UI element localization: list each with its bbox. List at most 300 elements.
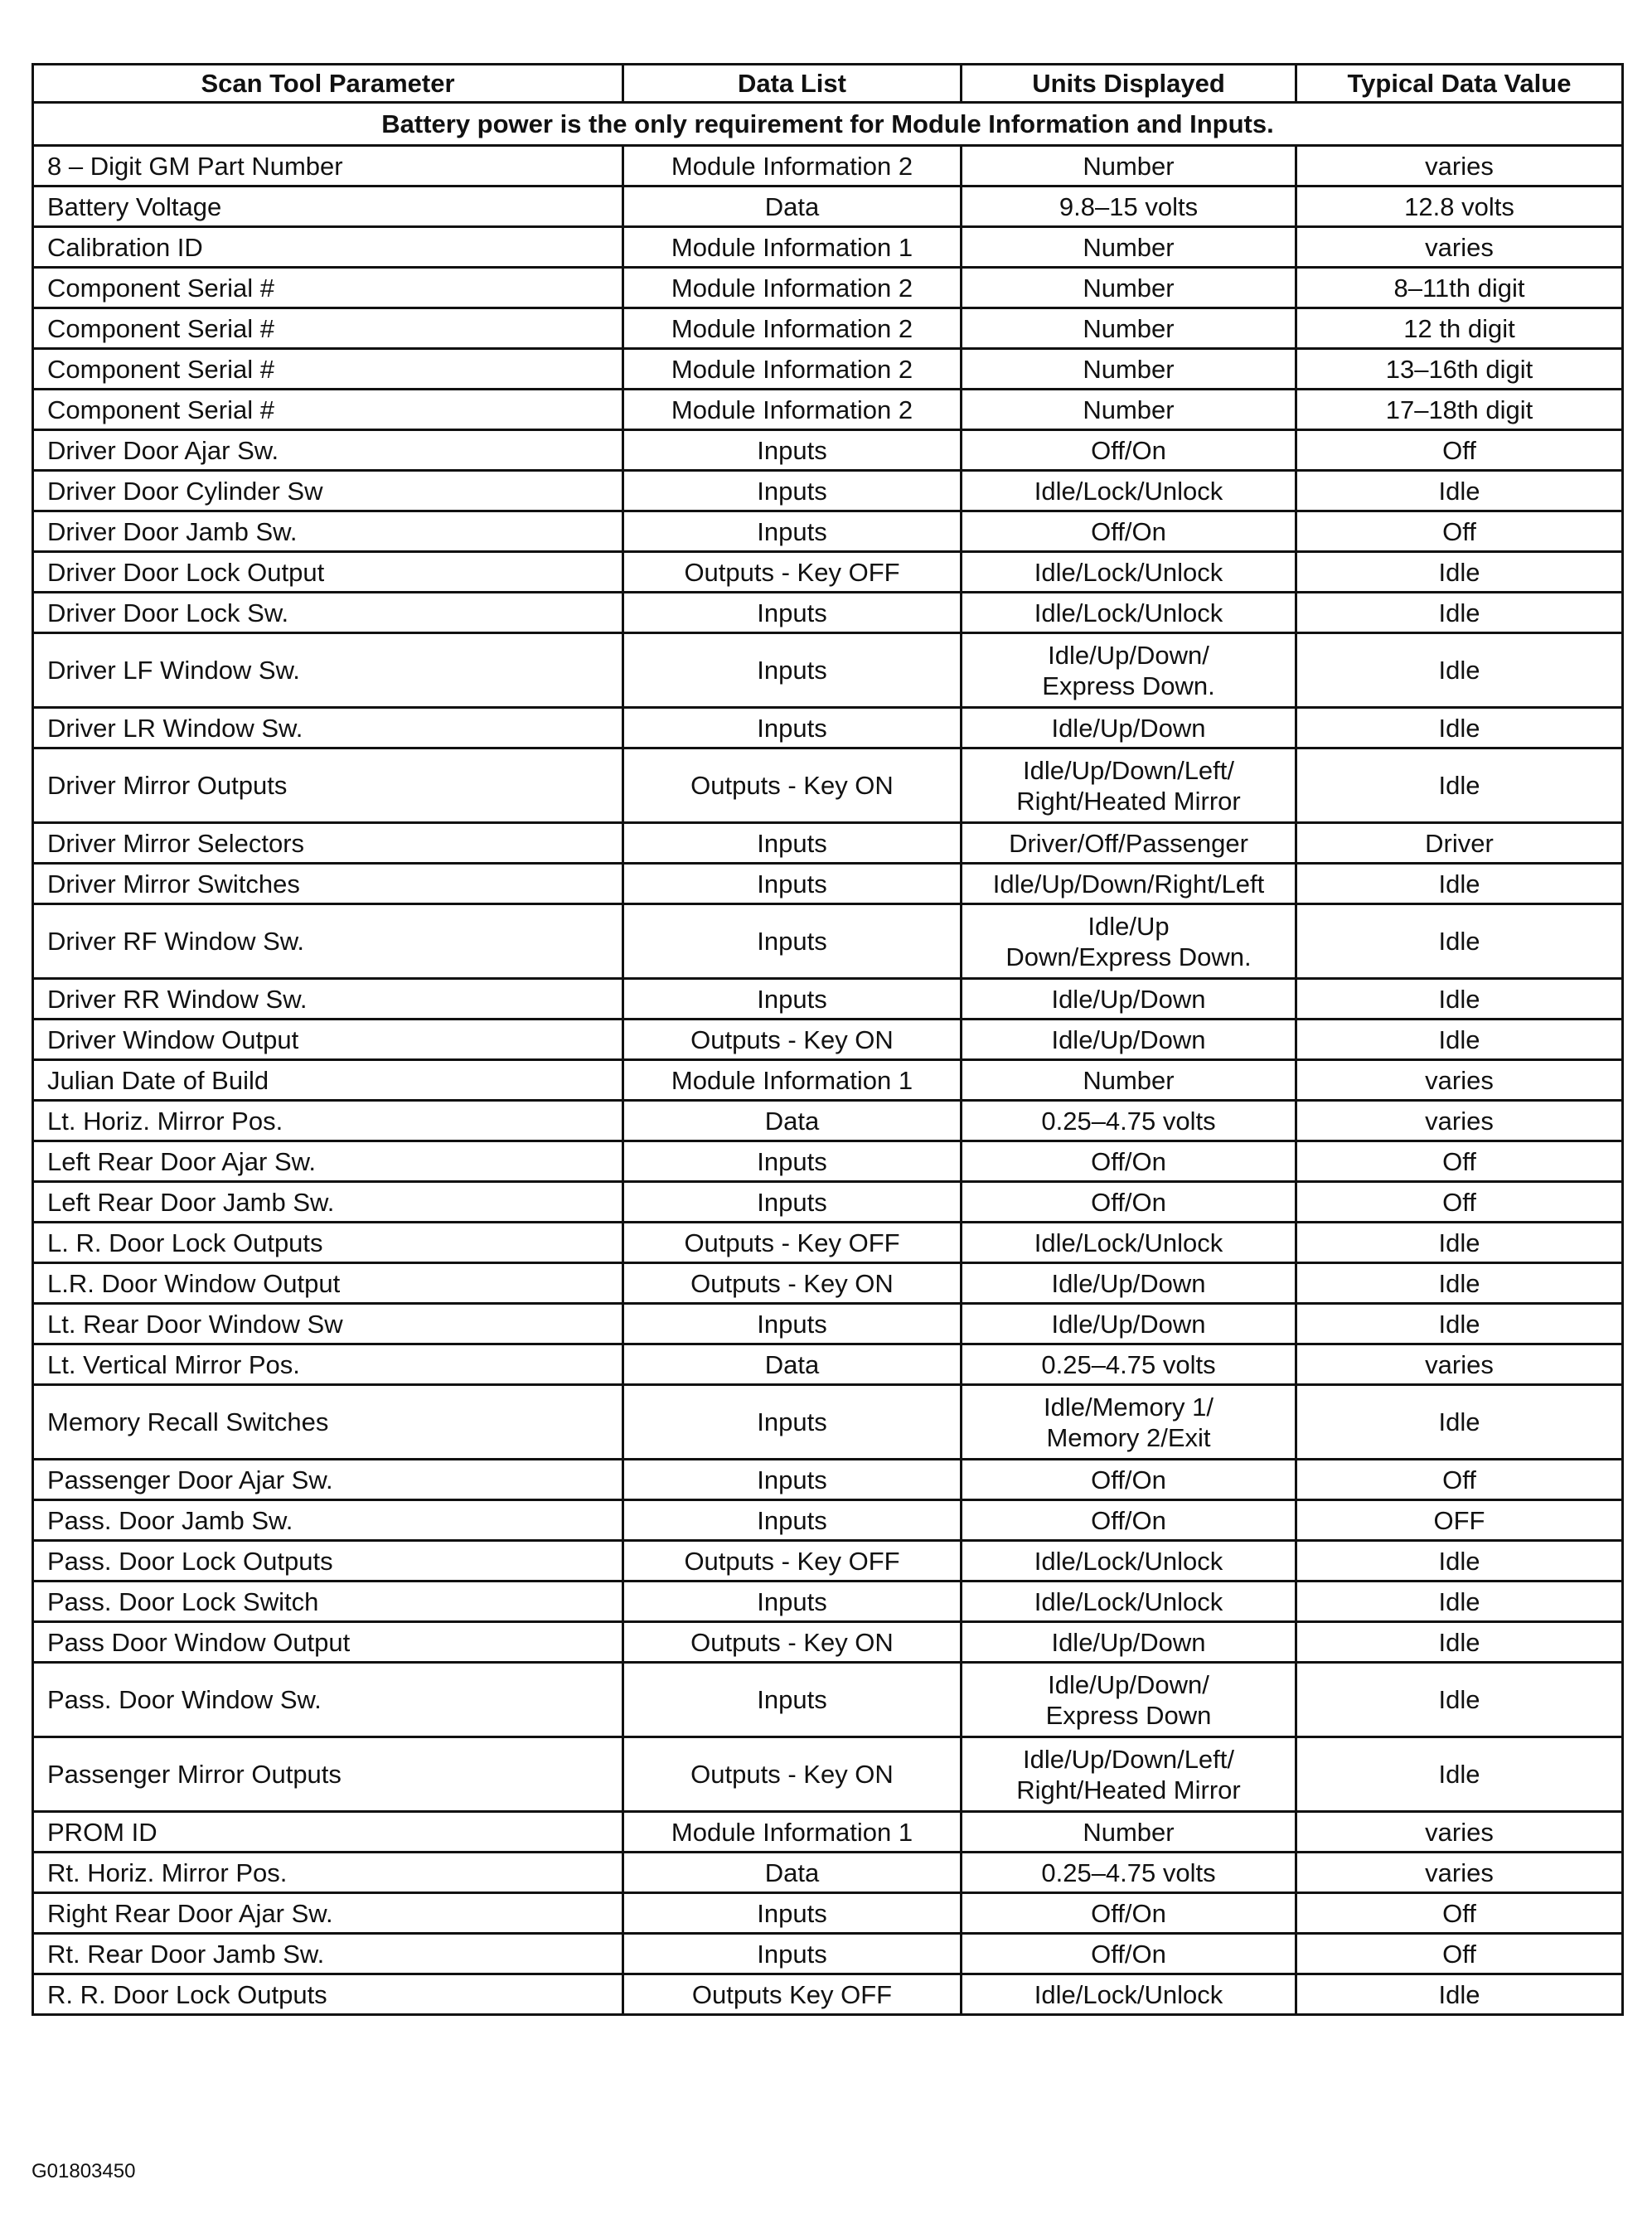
cell-data-list [623, 904, 962, 979]
cell-scan-tool-parameter [33, 904, 623, 979]
banner-note: Battery power is the only requirement for Module Information and Inputs. [33, 103, 1623, 146]
cell-units-displayed [962, 1974, 1296, 2015]
cell-units-displayed-text: Idle/Up/Down [1051, 1627, 1206, 1657]
cell-data-list-text: Inputs [757, 476, 827, 506]
cell-data-list [623, 511, 962, 552]
cell-typical-data-value [1296, 268, 1623, 308]
cell-scan-tool-parameter-text: Driver LF Window Sw. [47, 656, 300, 685]
cell-data-list [623, 1582, 962, 1622]
banner-row [33, 103, 1623, 146]
table-row [33, 1460, 1623, 1500]
table-row [33, 1737, 1623, 1812]
cell-data-list [623, 1223, 962, 1263]
cell-scan-tool-parameter-text: Component Serial # [47, 273, 274, 303]
cell-typical-data-value-text: Idle [1438, 869, 1480, 899]
cell-units-displayed [962, 904, 1296, 979]
cell-units-displayed-text: Idle/Lock/Unlock [1034, 1546, 1223, 1576]
cell-data-list-text: Data [764, 191, 820, 221]
cell-units-displayed-text: Off/On [1091, 1465, 1166, 1494]
cell-units-displayed-text: Idle/Lock/Unlock [1034, 557, 1223, 587]
cell-typical-data-value [1296, 430, 1623, 471]
cell-data-list-text: Outputs - Key ON [690, 1268, 894, 1298]
cell-units-displayed [962, 1101, 1296, 1141]
cell-units-displayed-text: Idle/Up/Down/Left/ Right/Heated Mirror [1016, 1744, 1241, 1804]
cell-units-displayed-text: Off/On [1091, 1939, 1166, 1969]
cell-scan-tool-parameter [33, 1020, 623, 1060]
cell-units-displayed [962, 1812, 1296, 1853]
cell-typical-data-value-text: Idle [1438, 1760, 1480, 1789]
cell-typical-data-value-text: 12.8 volts [1404, 191, 1514, 221]
scan-tool-data-table [31, 63, 1624, 2016]
cell-units-displayed [962, 1344, 1296, 1385]
cell-scan-tool-parameter-text: Pass Door Window Output [47, 1627, 351, 1657]
cell-typical-data-value [1296, 708, 1623, 748]
cell-data-list [623, 1622, 962, 1663]
cell-units-displayed-text: Idle/Up/Down/Left/ Right/Heated Mirror [1016, 755, 1241, 816]
table-row [33, 1263, 1623, 1304]
cell-scan-tool-parameter-text: Julian Date of Build [47, 1065, 269, 1095]
cell-data-list-text: Module Information 2 [671, 313, 913, 343]
cell-scan-tool-parameter [33, 1974, 623, 2015]
cell-typical-data-value [1296, 1737, 1623, 1812]
cell-typical-data-value [1296, 390, 1623, 430]
cell-typical-data-value-text: Idle [1438, 771, 1480, 800]
cell-units-displayed-text: Number [1083, 1817, 1175, 1847]
cell-scan-tool-parameter [33, 349, 623, 390]
cell-typical-data-value [1296, 1893, 1623, 1934]
cell-units-displayed-text: Number [1083, 354, 1175, 384]
cell-units-displayed [962, 979, 1296, 1020]
cell-units-displayed-text: 0.25–4.75 volts [1041, 1106, 1216, 1136]
cell-data-list-text: Outputs - Key ON [690, 1024, 894, 1054]
cell-units-displayed [962, 1020, 1296, 1060]
cell-scan-tool-parameter-text: Pass. Door Jamb Sw. [47, 1505, 293, 1535]
cell-typical-data-value [1296, 1500, 1623, 1541]
cell-data-list [623, 552, 962, 593]
cell-units-displayed [962, 1460, 1296, 1500]
cell-units-displayed [962, 708, 1296, 748]
table-row [33, 227, 1623, 268]
cell-data-list-text: Outputs Key OFF [691, 1979, 893, 2009]
cell-typical-data-value-text: Idle [1438, 1586, 1480, 1616]
cell-typical-data-value [1296, 593, 1623, 633]
cell-units-displayed-text: Number [1083, 313, 1175, 343]
cell-data-list-text: Inputs [757, 435, 827, 465]
cell-typical-data-value-text: varies [1425, 151, 1494, 181]
cell-scan-tool-parameter [33, 1812, 623, 1853]
cell-scan-tool-parameter-text: Driver Mirror Switches [47, 869, 300, 899]
table-row [33, 864, 1623, 904]
figure-id: G01803450 [31, 2160, 136, 2182]
cell-data-list [623, 1737, 962, 1812]
cell-scan-tool-parameter-text: Driver Door Lock Sw. [47, 598, 289, 627]
cell-typical-data-value [1296, 633, 1623, 708]
cell-typical-data-value [1296, 1853, 1623, 1893]
cell-units-displayed [962, 349, 1296, 390]
cell-data-list [623, 823, 962, 864]
cell-typical-data-value-text: Idle [1438, 1228, 1480, 1257]
cell-data-list-text: Inputs [757, 713, 827, 743]
cell-typical-data-value-text: Idle [1438, 476, 1480, 506]
cell-typical-data-value [1296, 1812, 1623, 1853]
cell-typical-data-value-text: 13–16th digit [1385, 354, 1533, 384]
cell-typical-data-value-text: Idle [1438, 713, 1480, 743]
cell-scan-tool-parameter-text: Pass. Door Lock Outputs [47, 1546, 333, 1576]
cell-typical-data-value-text: Idle [1438, 598, 1480, 627]
cell-data-list-text: Inputs [757, 1685, 827, 1714]
cell-scan-tool-parameter-text: Component Serial # [47, 395, 274, 424]
cell-units-displayed-text: Idle/Up/Down/ Express Down. [1042, 640, 1215, 700]
cell-data-list [623, 593, 962, 633]
cell-scan-tool-parameter-text: Lt. Horiz. Mirror Pos. [47, 1106, 283, 1136]
table-row [33, 1344, 1623, 1385]
cell-typical-data-value [1296, 308, 1623, 349]
cell-typical-data-value-text: Idle [1438, 1546, 1480, 1576]
table-row [33, 1304, 1623, 1344]
cell-units-displayed-text: Off/On [1091, 1146, 1166, 1176]
cell-scan-tool-parameter-text: Driver LR Window Sw. [47, 713, 303, 743]
cell-units-displayed-text: Idle/Up/Down [1051, 1268, 1206, 1298]
cell-units-displayed-text: Number [1083, 232, 1175, 262]
cell-units-displayed [962, 268, 1296, 308]
cell-typical-data-value [1296, 1541, 1623, 1582]
cell-units-displayed [962, 146, 1296, 186]
cell-scan-tool-parameter-text: Driver RF Window Sw. [47, 927, 305, 956]
table-row [33, 1622, 1623, 1663]
cell-scan-tool-parameter [33, 1304, 623, 1344]
cell-units-displayed-text: Off/On [1091, 1505, 1166, 1535]
table-row [33, 1663, 1623, 1737]
cell-units-displayed-text: Idle/Up/Down [1051, 1024, 1206, 1054]
cell-typical-data-value [1296, 1020, 1623, 1060]
cell-typical-data-value [1296, 1060, 1623, 1101]
cell-data-list-text: Inputs [757, 1465, 827, 1494]
cell-typical-data-value [1296, 146, 1623, 186]
cell-typical-data-value [1296, 864, 1623, 904]
table-row [33, 1182, 1623, 1223]
cell-units-displayed-text: Idle/Up/Down [1051, 1309, 1206, 1339]
cell-scan-tool-parameter-text: Rt. Rear Door Jamb Sw. [47, 1939, 325, 1969]
cell-typical-data-value [1296, 1101, 1623, 1141]
cell-units-displayed-text: Number [1083, 1065, 1175, 1095]
table-row [33, 1812, 1623, 1853]
cell-data-list-text: Inputs [757, 1939, 827, 1969]
table-row [33, 390, 1623, 430]
cell-units-displayed-text: 9.8–15 volts [1059, 191, 1199, 221]
cell-typical-data-value-text: Off [1442, 1465, 1476, 1494]
table-row [33, 1934, 1623, 1974]
cell-scan-tool-parameter-text: Pass. Door Lock Switch [47, 1586, 319, 1616]
cell-units-displayed-text: Idle/Lock/Unlock [1034, 598, 1223, 627]
table-row [33, 1020, 1623, 1060]
table-row [33, 1060, 1623, 1101]
cell-typical-data-value-text: Off [1442, 516, 1476, 546]
cell-data-list [623, 390, 962, 430]
cell-data-list-text: Inputs [757, 656, 827, 685]
cell-typical-data-value-text: Idle [1438, 656, 1480, 685]
cell-typical-data-value [1296, 1223, 1623, 1263]
cell-units-displayed-text: Idle/Up/Down/Right/Left [992, 869, 1265, 899]
cell-scan-tool-parameter [33, 1582, 623, 1622]
cell-scan-tool-parameter-text: Pass. Door Window Sw. [47, 1685, 322, 1714]
cell-units-displayed [962, 511, 1296, 552]
cell-units-displayed-text: Off/On [1091, 1187, 1166, 1217]
cell-scan-tool-parameter-text: R. R. Door Lock Outputs [47, 1979, 327, 2009]
cell-data-list [623, 146, 962, 186]
cell-typical-data-value-text: Idle [1438, 1268, 1480, 1298]
cell-typical-data-value-text: varies [1425, 232, 1494, 262]
cell-data-list-text: Module Information 1 [671, 1065, 913, 1095]
cell-units-displayed [962, 1622, 1296, 1663]
cell-units-displayed-text: Idle/Up/Down [1051, 984, 1206, 1014]
cell-units-displayed-text: 0.25–4.75 volts [1041, 1349, 1216, 1379]
cell-data-list-text: Outputs - Key OFF [684, 557, 900, 587]
cell-typical-data-value-text: varies [1425, 1817, 1494, 1847]
cell-units-displayed [962, 1853, 1296, 1893]
cell-scan-tool-parameter [33, 268, 623, 308]
cell-data-list [623, 1663, 962, 1737]
table-row [33, 552, 1623, 593]
cell-scan-tool-parameter-text: Driver Door Cylinder Sw [47, 476, 323, 506]
cell-scan-tool-parameter [33, 1182, 623, 1223]
cell-scan-tool-parameter-text: Lt. Vertical Mirror Pos. [47, 1349, 300, 1379]
cell-data-list [623, 1385, 962, 1460]
cell-typical-data-value [1296, 1141, 1623, 1182]
cell-units-displayed [962, 186, 1296, 227]
cell-units-displayed [962, 390, 1296, 430]
cell-data-list [623, 1500, 962, 1541]
table-row [33, 633, 1623, 708]
cell-typical-data-value [1296, 1934, 1623, 1974]
cell-units-displayed [962, 1385, 1296, 1460]
cell-data-list-text: Outputs - Key ON [690, 771, 894, 800]
cell-units-displayed [962, 1223, 1296, 1263]
cell-typical-data-value-text: Off [1442, 1187, 1476, 1217]
cell-data-list [623, 1263, 962, 1304]
cell-typical-data-value-text: 8–11th digit [1393, 273, 1525, 303]
cell-data-list-text: Module Information 1 [671, 1817, 913, 1847]
cell-units-displayed [962, 748, 1296, 823]
cell-scan-tool-parameter-text: PROM ID [47, 1817, 157, 1847]
cell-typical-data-value [1296, 1385, 1623, 1460]
cell-typical-data-value-text: varies [1425, 1858, 1494, 1887]
cell-scan-tool-parameter-text: Driver RR Window Sw. [47, 984, 308, 1014]
cell-scan-tool-parameter [33, 471, 623, 511]
cell-scan-tool-parameter [33, 390, 623, 430]
cell-data-list-text: Module Information 1 [671, 232, 913, 262]
cell-data-list-text: Inputs [757, 1505, 827, 1535]
cell-scan-tool-parameter [33, 1344, 623, 1385]
cell-data-list-text: Outputs - Key OFF [684, 1228, 900, 1257]
cell-data-list-text: Inputs [757, 1407, 827, 1436]
cell-scan-tool-parameter-text: L.R. Door Window Output [47, 1268, 341, 1298]
cell-data-list [623, 471, 962, 511]
cell-data-list [623, 1934, 962, 1974]
cell-scan-tool-parameter-text: Passenger Door Ajar Sw. [47, 1465, 333, 1494]
cell-scan-tool-parameter-text: Driver Window Output [47, 1024, 299, 1054]
cell-scan-tool-parameter [33, 1101, 623, 1141]
cell-typical-data-value [1296, 471, 1623, 511]
cell-units-displayed-text: Idle/Lock/Unlock [1034, 476, 1223, 506]
cell-scan-tool-parameter-text: Driver Mirror Outputs [47, 771, 288, 800]
cell-data-list-text: Inputs [757, 1309, 827, 1339]
cell-data-list-text: Outputs - Key ON [690, 1760, 894, 1789]
table-row [33, 593, 1623, 633]
cell-units-displayed [962, 593, 1296, 633]
cell-typical-data-value-text: varies [1425, 1106, 1494, 1136]
cell-data-list-text: Module Information 2 [671, 395, 913, 424]
cell-units-displayed [962, 471, 1296, 511]
cell-units-displayed [962, 1304, 1296, 1344]
cell-units-displayed [962, 1934, 1296, 1974]
cell-typical-data-value [1296, 823, 1623, 864]
cell-data-list-text: Inputs [757, 1586, 827, 1616]
table-row [33, 748, 1623, 823]
table-row [33, 349, 1623, 390]
header-typical-data-value: Typical Data Value [1296, 65, 1623, 103]
table-row [33, 823, 1623, 864]
cell-units-displayed [962, 430, 1296, 471]
cell-scan-tool-parameter [33, 1663, 623, 1737]
cell-units-displayed [962, 1141, 1296, 1182]
cell-data-list [623, 864, 962, 904]
cell-typical-data-value-text: Off [1442, 1939, 1476, 1969]
cell-scan-tool-parameter [33, 708, 623, 748]
cell-scan-tool-parameter [33, 593, 623, 633]
cell-typical-data-value [1296, 1344, 1623, 1385]
cell-data-list-text: Inputs [757, 516, 827, 546]
header-data-list: Data List [623, 65, 962, 103]
table-row [33, 1582, 1623, 1622]
cell-scan-tool-parameter-text: Driver Mirror Selectors [47, 828, 305, 858]
cell-units-displayed-text: Off/On [1091, 1898, 1166, 1928]
cell-scan-tool-parameter [33, 748, 623, 823]
cell-typical-data-value [1296, 1182, 1623, 1223]
cell-data-list [623, 748, 962, 823]
cell-typical-data-value-text: Idle [1438, 927, 1480, 956]
cell-data-list [623, 1853, 962, 1893]
cell-scan-tool-parameter-text: Driver Door Jamb Sw. [47, 516, 298, 546]
cell-data-list [623, 186, 962, 227]
cell-units-displayed-text: Idle/Up/Down/ Express Down [1045, 1669, 1212, 1730]
cell-scan-tool-parameter [33, 1263, 623, 1304]
cell-scan-tool-parameter-text: Calibration ID [47, 232, 203, 262]
cell-typical-data-value-text: Idle [1438, 557, 1480, 587]
cell-data-list [623, 1974, 962, 2015]
cell-units-displayed [962, 552, 1296, 593]
cell-units-displayed-text: Number [1083, 151, 1175, 181]
cell-data-list-text: Outputs - Key ON [690, 1627, 894, 1657]
cell-data-list [623, 1101, 962, 1141]
cell-scan-tool-parameter [33, 308, 623, 349]
cell-data-list [623, 1060, 962, 1101]
cell-scan-tool-parameter-text: Left Rear Door Jamb Sw. [47, 1187, 335, 1217]
cell-typical-data-value [1296, 349, 1623, 390]
cell-data-list-text: Inputs [757, 1187, 827, 1217]
cell-scan-tool-parameter [33, 146, 623, 186]
cell-data-list [623, 979, 962, 1020]
table-row [33, 1223, 1623, 1263]
cell-scan-tool-parameter [33, 1934, 623, 1974]
cell-units-displayed-text: Number [1083, 273, 1175, 303]
cell-scan-tool-parameter-text: Passenger Mirror Outputs [47, 1760, 342, 1789]
cell-typical-data-value-text: Idle [1438, 1627, 1480, 1657]
cell-data-list [623, 1812, 962, 1853]
cell-typical-data-value [1296, 552, 1623, 593]
cell-units-displayed [962, 308, 1296, 349]
cell-units-displayed [962, 823, 1296, 864]
cell-units-displayed [962, 1737, 1296, 1812]
cell-units-displayed-text: Idle/Up Down/Express Down. [1005, 911, 1252, 971]
cell-typical-data-value-text: Off [1442, 1146, 1476, 1176]
cell-data-list [623, 268, 962, 308]
cell-scan-tool-parameter [33, 1141, 623, 1182]
cell-units-displayed [962, 1663, 1296, 1737]
cell-scan-tool-parameter [33, 430, 623, 471]
table-row [33, 268, 1623, 308]
cell-data-list [623, 308, 962, 349]
cell-units-displayed-text: Idle/Up/Down [1051, 713, 1206, 743]
cell-typical-data-value [1296, 1304, 1623, 1344]
cell-scan-tool-parameter [33, 1385, 623, 1460]
table-row [33, 1385, 1623, 1460]
cell-units-displayed [962, 1541, 1296, 1582]
cell-scan-tool-parameter [33, 552, 623, 593]
cell-typical-data-value-text: Driver [1425, 828, 1494, 858]
cell-scan-tool-parameter [33, 186, 623, 227]
table-row [33, 1541, 1623, 1582]
cell-scan-tool-parameter-text: Rt. Horiz. Mirror Pos. [47, 1858, 288, 1887]
table-row [33, 708, 1623, 748]
cell-typical-data-value [1296, 1263, 1623, 1304]
table-row [33, 1853, 1623, 1893]
cell-units-displayed [962, 1500, 1296, 1541]
cell-typical-data-value-text: Idle [1438, 1024, 1480, 1054]
table-row [33, 430, 1623, 471]
cell-typical-data-value [1296, 748, 1623, 823]
cell-units-displayed-text: Idle/Memory 1/ Memory 2/Exit [1043, 1392, 1214, 1452]
table-header-row [33, 65, 1623, 103]
cell-scan-tool-parameter [33, 1853, 623, 1893]
cell-scan-tool-parameter-text: Component Serial # [47, 354, 274, 384]
cell-data-list-text: Data [764, 1349, 820, 1379]
cell-typical-data-value-text: Idle [1438, 1979, 1480, 2009]
cell-data-list-text: Inputs [757, 869, 827, 899]
cell-scan-tool-parameter-text: Memory Recall Switches [47, 1407, 329, 1436]
cell-data-list-text: Inputs [757, 984, 827, 1014]
cell-typical-data-value [1296, 186, 1623, 227]
cell-data-list-text: Inputs [757, 828, 827, 858]
table-row [33, 979, 1623, 1020]
cell-scan-tool-parameter-text: Driver Door Ajar Sw. [47, 435, 279, 465]
cell-scan-tool-parameter [33, 823, 623, 864]
table-row [33, 146, 1623, 186]
cell-units-displayed-text: Off/On [1091, 516, 1166, 546]
cell-data-list [623, 1304, 962, 1344]
cell-typical-data-value-text: varies [1425, 1349, 1494, 1379]
cell-scan-tool-parameter [33, 979, 623, 1020]
cell-typical-data-value-text: Idle [1438, 984, 1480, 1014]
cell-typical-data-value [1296, 1622, 1623, 1663]
cell-scan-tool-parameter-text: L. R. Door Lock Outputs [47, 1228, 323, 1257]
cell-typical-data-value-text: 12 th digit [1403, 313, 1515, 343]
cell-scan-tool-parameter-text: Driver Door Lock Output [47, 557, 325, 587]
cell-scan-tool-parameter-text: Left Rear Door Ajar Sw. [47, 1146, 316, 1176]
cell-data-list [623, 1893, 962, 1934]
cell-data-list-text: Module Information 2 [671, 151, 913, 181]
cell-data-list-text: Inputs [757, 927, 827, 956]
cell-data-list [623, 633, 962, 708]
